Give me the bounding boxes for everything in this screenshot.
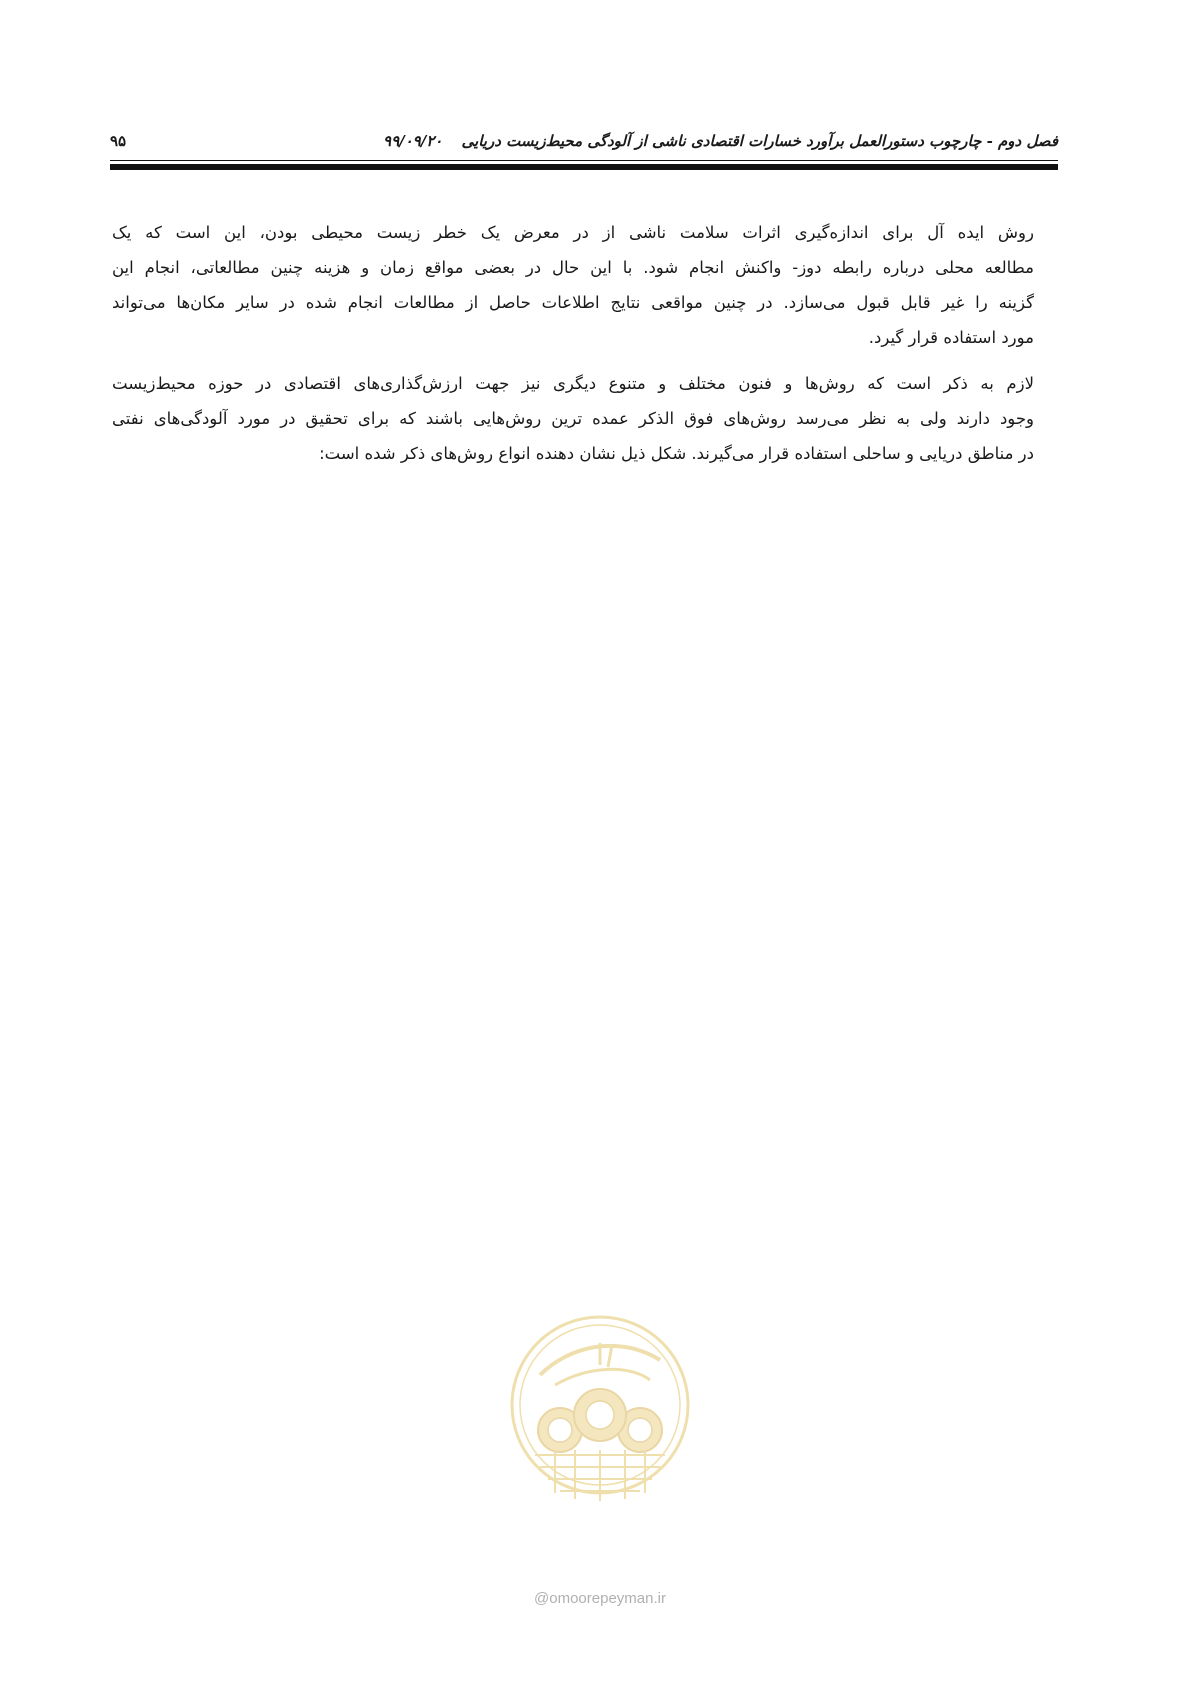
paragraph-line: مطالعه محلی درباره رابطه دوز- واکنش انجام شود. با این حال در بعضی مواقع زمان و هزینه چنین مطالعاتی، انجام این (112, 258, 1034, 277)
running-title (383, 132, 1058, 150)
paragraph-line: وجود دارند ولی به نظر می‌رسد روش‌های فوق الذکر عمده ترین روش‌هایی باشند که برای تحقیق در مورد آلودگی‌های نفتی (112, 409, 1034, 428)
page-header (110, 126, 1058, 156)
paragraph-2 (112, 366, 1056, 471)
watermark-logo (500, 1305, 700, 1515)
page-number: ۹۵ (110, 132, 127, 150)
header-rule-thin (110, 160, 1058, 161)
body-text (112, 215, 1056, 482)
running-title-text: فصل دوم - چارچوب دستورالعمل برآورد خسارات اقتصادی ناشی از آلودگی محیط‌زیست دریایی (461, 132, 1058, 150)
paragraph-line: روش ایده آل برای اندازه‌گیری اثرات سلامت ناشی از در معرض یک خطر زیست محیطی بودن، این است که یک (112, 223, 1034, 242)
paragraph-line: مورد استفاده قرار گیرد. (868, 328, 1034, 347)
paragraph-line: لازم به ذکر است که روش‌ها و فنون مختلف و متنوع دیگری نیز جهت ارزش‌گذاری‌های اقتصادی در حوزه محیط‌زیست (112, 374, 1034, 393)
paragraph-line: در مناطق دریایی و ساحلی استفاده قرار می‌گیرند. شکل ذیل نشان دهنده انواع روش‌های ذکر شده است: (319, 444, 1034, 463)
paragraph-line: گزینه را غیر قابل قبول می‌سازد. در چنین مواقعی نتایج اطلاعات حاصل از مطالعات انجام شده در سایر مکان‌ها می‌تواند (112, 293, 1034, 312)
watermark-url: @omoorepeyman.ir (534, 1590, 666, 1607)
paragraph-1 (112, 215, 1056, 355)
running-title-date: ۹۹/۰۹/۲۰ (383, 132, 443, 150)
header-rule-thick (110, 164, 1058, 170)
